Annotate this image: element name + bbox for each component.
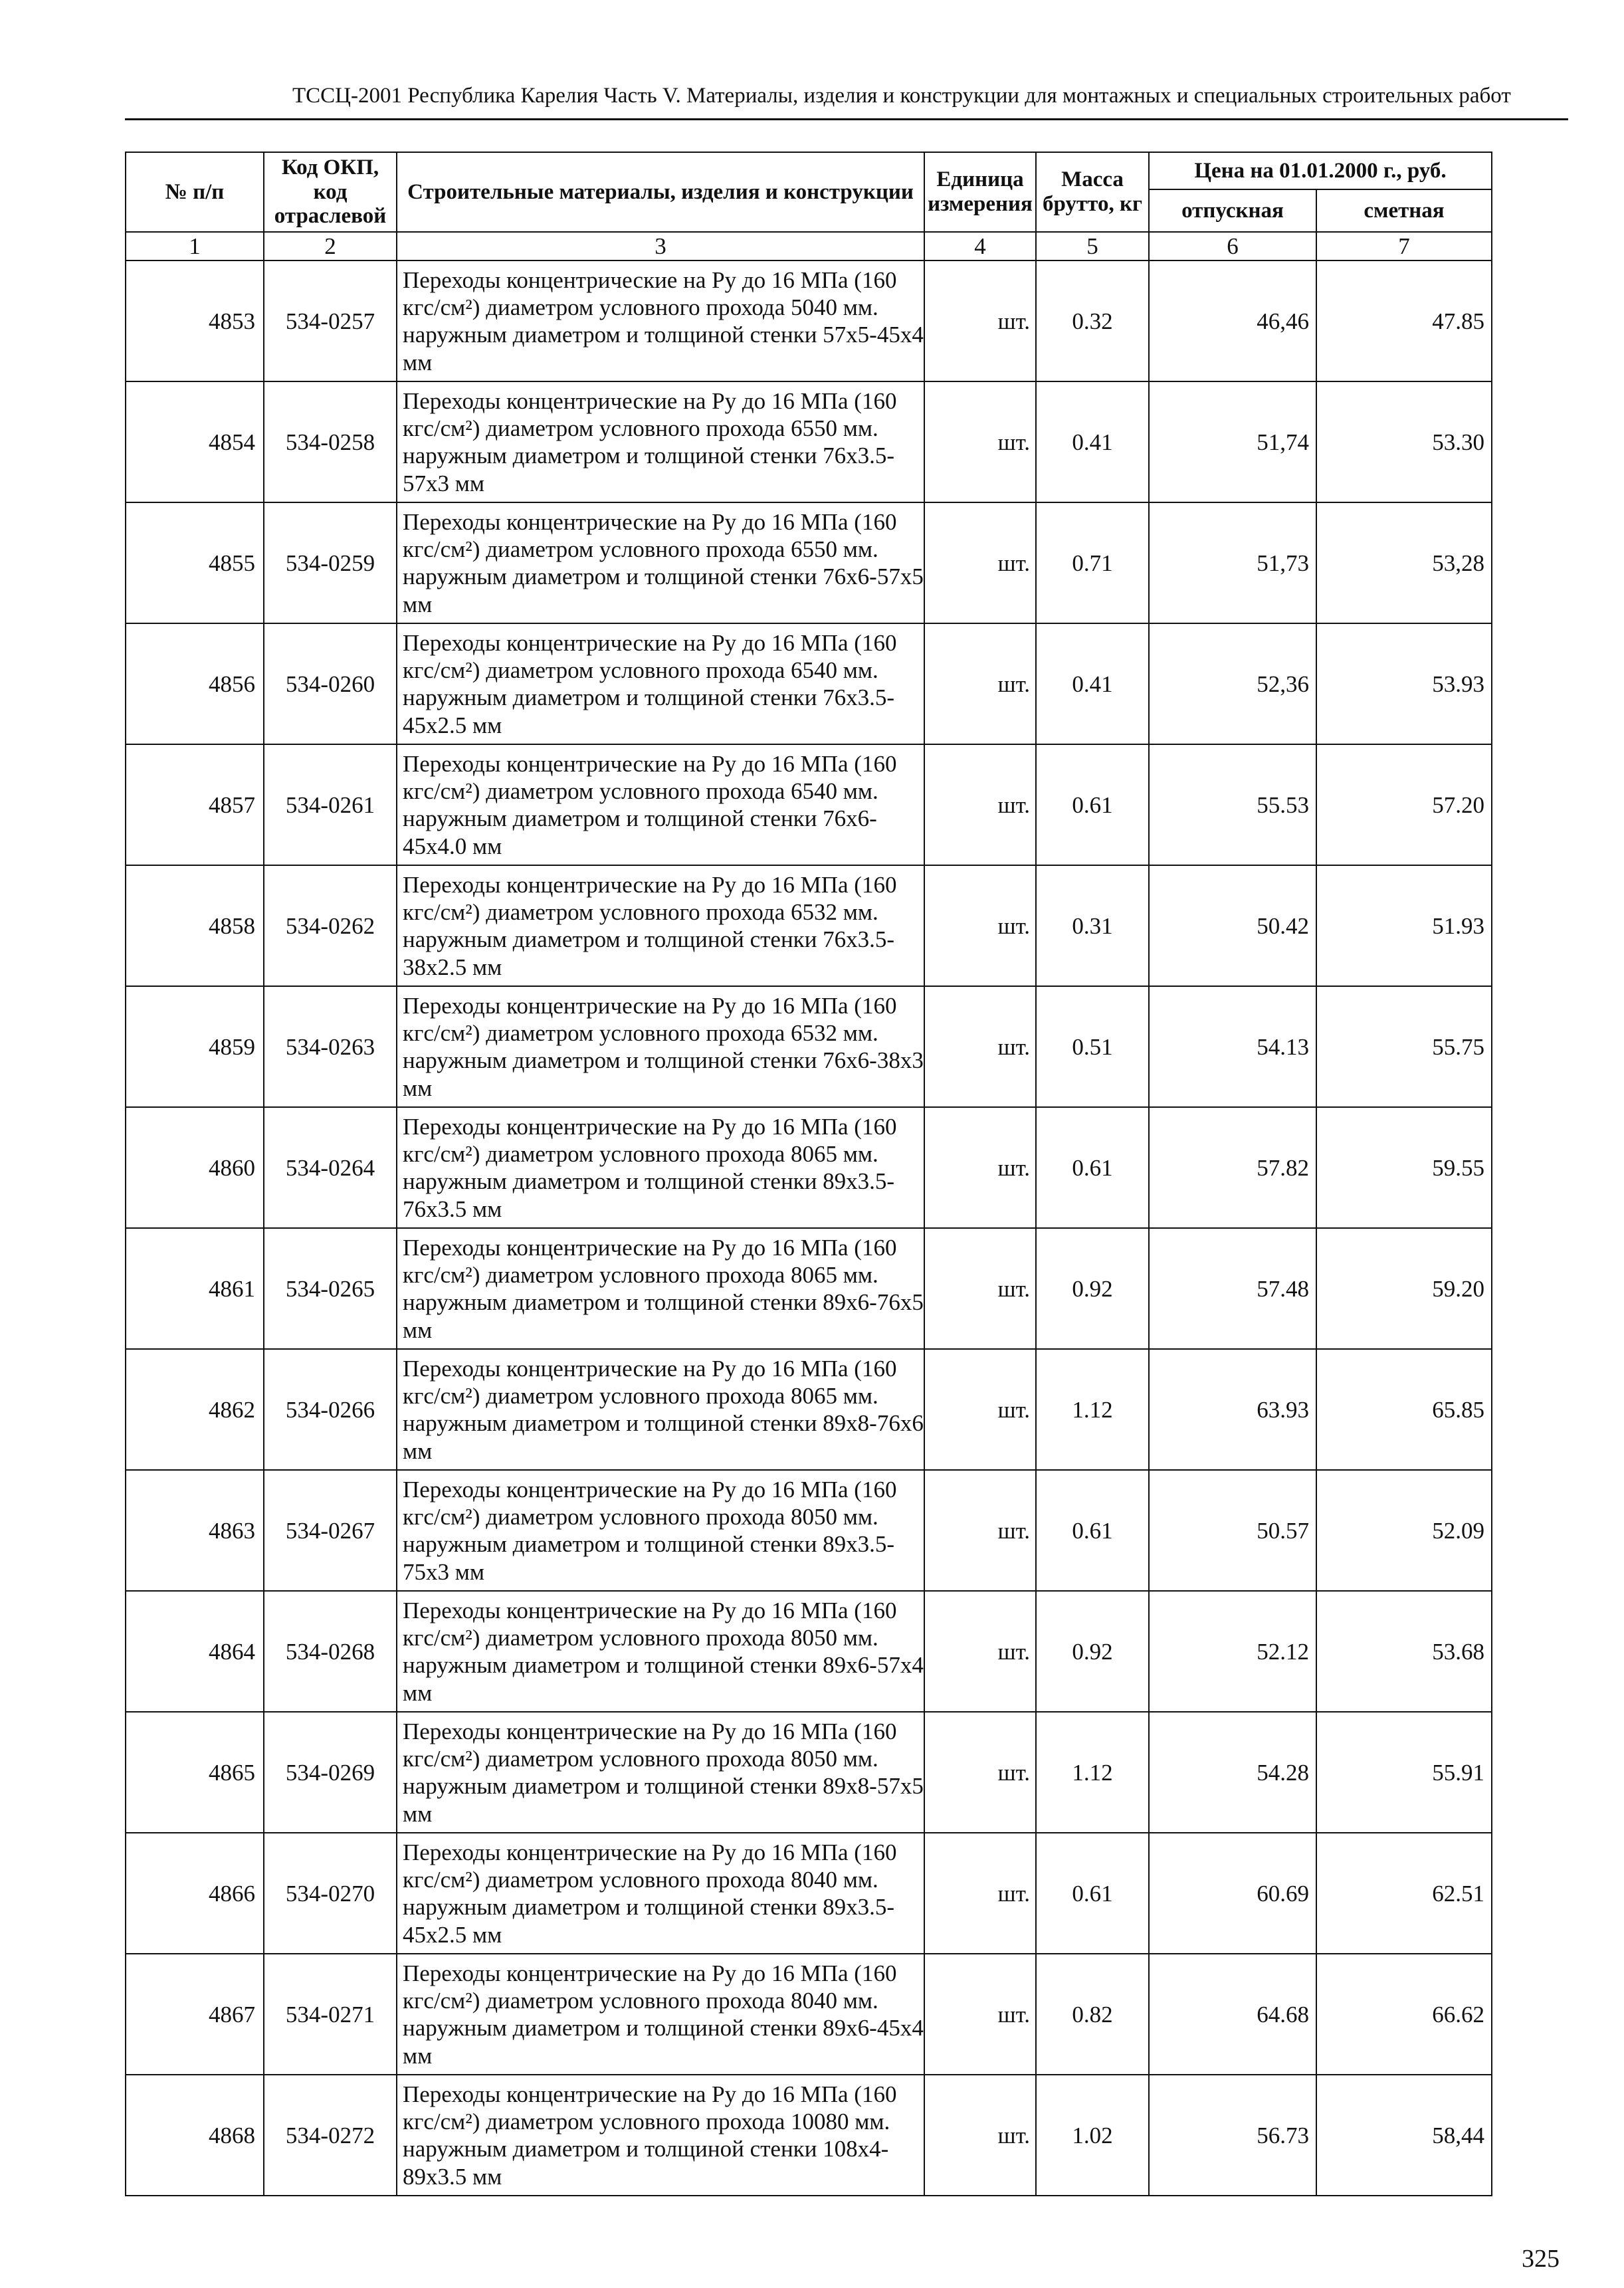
- cell-code: 534-0260: [264, 623, 397, 744]
- cell-desc: Переходы концентрические на Ру до 16 МПа (160 кгс/см²) диаметром условного прохода 6540 мм. наружным диаметром и толщиной стенки 76х6-45х4.0 мм: [397, 744, 924, 865]
- cell-desc: Переходы концентрические на Ру до 16 МПа (160 кгс/см²) диаметром условного прохода 8050 мм. наружным диаметром и толщиной стенки 89х6-57х4 мм: [397, 1591, 924, 1712]
- table-row: [126, 1591, 1492, 1712]
- cell-code: 534-0272: [264, 2075, 397, 2196]
- cell-desc: Переходы концентрические на Ру до 16 МПа (160 кгс/см²) диаметром условного прохода 6532 мм. наружным диаметром и толщиной стенки 76х3.5-38х2.5 мм: [397, 865, 924, 986]
- cell-unit: шт.: [924, 1591, 1036, 1712]
- cell-mass: 1.02: [1036, 2075, 1149, 2196]
- header-price-estimate: сметная: [1316, 189, 1492, 232]
- cell-num: 4867: [126, 1954, 264, 2075]
- table-row: [126, 1954, 1492, 2075]
- cell-code: 534-0259: [264, 502, 397, 623]
- cell-desc: Переходы концентрические на Ру до 16 МПа (160 кгс/см²) диаметром условного прохода 8040 мм. наружным диаметром и толщиной стенки 89х3.5-45х2.5 мм: [397, 1833, 924, 1954]
- column-index: 5: [1036, 232, 1149, 260]
- cell-unit: шт.: [924, 1833, 1036, 1954]
- cell-num: 4866: [126, 1833, 264, 1954]
- table-row: [126, 744, 1492, 865]
- cell-price-release: 54.13: [1149, 986, 1316, 1107]
- cell-mass: 0.61: [1036, 1107, 1149, 1228]
- column-index: 1: [126, 232, 264, 260]
- cell-code: 534-0267: [264, 1470, 397, 1591]
- cell-price-estimate: 53.93: [1316, 623, 1492, 744]
- cell-mass: 0.82: [1036, 1954, 1149, 2075]
- running-header: ТССЦ-2001 Республика Карелия Часть V. Материалы, изделия и конструкции для монтажных и специальных строительных работ: [292, 84, 1511, 108]
- cell-mass: 0.92: [1036, 1228, 1149, 1349]
- cell-num: 4862: [126, 1349, 264, 1470]
- cell-price-release: 52,36: [1149, 623, 1316, 744]
- cell-price-estimate: 65.85: [1316, 1349, 1492, 1470]
- cell-price-estimate: 55.91: [1316, 1712, 1492, 1833]
- column-index: 7: [1316, 232, 1492, 260]
- cell-code: 534-0263: [264, 986, 397, 1107]
- cell-code: 534-0271: [264, 1954, 397, 2075]
- cell-num: 4861: [126, 1228, 264, 1349]
- cell-num: 4864: [126, 1591, 264, 1712]
- cell-code: 534-0265: [264, 1228, 397, 1349]
- cell-price-estimate: 59.20: [1316, 1228, 1492, 1349]
- cell-num: 4863: [126, 1470, 264, 1591]
- cell-unit: шт.: [924, 865, 1036, 986]
- cell-code: 534-0257: [264, 260, 397, 381]
- cell-desc: Переходы концентрические на Ру до 16 МПа (160 кгс/см²) диаметром условного прохода 8050 мм. наружным диаметром и толщиной стенки 89х8-57х5 мм: [397, 1712, 924, 1833]
- cell-mass: 0.92: [1036, 1591, 1149, 1712]
- cell-num: 4857: [126, 744, 264, 865]
- cell-mass: 0.41: [1036, 623, 1149, 744]
- cell-price-release: 64.68: [1149, 1954, 1316, 2075]
- cell-code: 534-0266: [264, 1349, 397, 1470]
- header-num: № п/п: [126, 152, 264, 232]
- cell-desc: Переходы концентрические на Ру до 16 МПа (160 кгс/см²) диаметром условного прохода 8050 мм. наружным диаметром и толщиной стенки 89х3.5-75х3 мм: [397, 1470, 924, 1591]
- column-index: 4: [924, 232, 1036, 260]
- cell-unit: шт.: [924, 744, 1036, 865]
- cell-unit: шт.: [924, 623, 1036, 744]
- cell-unit: шт.: [924, 381, 1036, 502]
- table-row: [126, 986, 1492, 1107]
- column-index: 3: [397, 232, 924, 260]
- cell-code: 534-0262: [264, 865, 397, 986]
- cell-num: 4859: [126, 986, 264, 1107]
- table-row: [126, 623, 1492, 744]
- cell-unit: шт.: [924, 1107, 1036, 1228]
- cell-desc: Переходы концентрические на Ру до 16 МПа (160 кгс/см²) диаметром условного прохода 5040 мм. наружным диаметром и толщиной стенки 57х5-45х4 мм: [397, 260, 924, 381]
- column-index: 6: [1149, 232, 1316, 260]
- cell-unit: шт.: [924, 1470, 1036, 1591]
- cell-price-estimate: 47.85: [1316, 260, 1492, 381]
- cell-price-release: 63.93: [1149, 1349, 1316, 1470]
- cell-mass: 0.71: [1036, 502, 1149, 623]
- cell-mass: 0.32: [1036, 260, 1149, 381]
- cell-price-release: 60.69: [1149, 1833, 1316, 1954]
- column-index: 2: [264, 232, 397, 260]
- cell-code: 534-0261: [264, 744, 397, 865]
- cell-price-estimate: 55.75: [1316, 986, 1492, 1107]
- header-price-release: отпускная: [1149, 189, 1316, 232]
- cell-mass: 1.12: [1036, 1712, 1149, 1833]
- cell-num: 4855: [126, 502, 264, 623]
- cell-unit: шт.: [924, 2075, 1036, 2196]
- header-unit: Единица измерения: [924, 152, 1036, 232]
- header-mass: Масса брутто, кг: [1036, 152, 1149, 232]
- cell-mass: 0.61: [1036, 744, 1149, 865]
- cell-code: 534-0270: [264, 1833, 397, 1954]
- cell-price-estimate: 51.93: [1316, 865, 1492, 986]
- cell-mass: 0.61: [1036, 1833, 1149, 1954]
- cell-unit: шт.: [924, 502, 1036, 623]
- header-rule: [125, 118, 1568, 120]
- table-row: [126, 1228, 1492, 1349]
- cell-unit: шт.: [924, 1228, 1036, 1349]
- cell-unit: шт.: [924, 1349, 1036, 1470]
- cell-num: 4860: [126, 1107, 264, 1228]
- cell-desc: Переходы концентрические на Ру до 16 МПа (160 кгс/см²) диаметром условного прохода 8065 мм. наружным диаметром и толщиной стенки 89х3.5-76х3.5 мм: [397, 1107, 924, 1228]
- cell-desc: Переходы концентрические на Ру до 16 МПа (160 кгс/см²) диаметром условного прохода 6532 мм. наружным диаметром и толщиной стенки 76х6-38х3 мм: [397, 986, 924, 1107]
- cell-num: 4868: [126, 2075, 264, 2196]
- table-row: [126, 1712, 1492, 1833]
- cell-price-release: 54.28: [1149, 1712, 1316, 1833]
- cell-desc: Переходы концентрические на Ру до 16 МПа (160 кгс/см²) диаметром условного прохода 6550 мм. наружным диаметром и толщиной стенки 76х3.5-57х3 мм: [397, 381, 924, 502]
- cell-price-estimate: 57.20: [1316, 744, 1492, 865]
- cell-price-estimate: 52.09: [1316, 1470, 1492, 1591]
- cell-unit: шт.: [924, 986, 1036, 1107]
- cell-code: 534-0269: [264, 1712, 397, 1833]
- cell-price-release: 50.42: [1149, 865, 1316, 986]
- cell-price-release: 57.48: [1149, 1228, 1316, 1349]
- column-index-row: [126, 232, 1492, 260]
- cell-price-release: 50.57: [1149, 1470, 1316, 1591]
- cell-price-estimate: 59.55: [1316, 1107, 1492, 1228]
- cell-mass: 0.41: [1036, 381, 1149, 502]
- table-row: [126, 1470, 1492, 1591]
- table-row: [126, 502, 1492, 623]
- cell-desc: Переходы концентрические на Ру до 16 МПа (160 кгс/см²) диаметром условного прохода 6540 мм. наружным диаметром и толщиной стенки 76х3.5-45х2.5 мм: [397, 623, 924, 744]
- header-code: Код ОКП, код отраслевой: [264, 152, 397, 232]
- cell-mass: 1.12: [1036, 1349, 1149, 1470]
- page-number: 325: [1522, 2245, 1560, 2273]
- cell-price-release: 55.53: [1149, 744, 1316, 865]
- materials-table: [125, 152, 1492, 2196]
- cell-code: 534-0264: [264, 1107, 397, 1228]
- table-row: [126, 865, 1492, 986]
- cell-price-release: 46,46: [1149, 260, 1316, 381]
- cell-price-estimate: 62.51: [1316, 1833, 1492, 1954]
- cell-desc: Переходы концентрические на Ру до 16 МПа (160 кгс/см²) диаметром условного прохода 8065 мм. наружным диаметром и толщиной стенки 89х6-76х5 мм: [397, 1228, 924, 1349]
- cell-code: 534-0258: [264, 381, 397, 502]
- table-row: [126, 1833, 1492, 1954]
- header-desc: Строительные материалы, изделия и конструкции: [397, 152, 924, 232]
- cell-price-estimate: 66.62: [1316, 1954, 1492, 2075]
- cell-desc: Переходы концентрические на Ру до 16 МПа (160 кгс/см²) диаметром условного прохода 10080 мм. наружным диаметром и толщиной стенки 108х4-89х3.5 мм: [397, 2075, 924, 2196]
- table-row: [126, 260, 1492, 381]
- cell-num: 4856: [126, 623, 264, 744]
- cell-price-estimate: 58,44: [1316, 2075, 1492, 2196]
- cell-price-estimate: 53,28: [1316, 502, 1492, 623]
- cell-desc: Переходы концентрические на Ру до 16 МПа (160 кгс/см²) диаметром условного прохода 8065 мм. наружным диаметром и толщиной стенки 89х8-76х6 мм: [397, 1349, 924, 1470]
- cell-unit: шт.: [924, 1712, 1036, 1833]
- cell-mass: 0.51: [1036, 986, 1149, 1107]
- cell-num: 4853: [126, 260, 264, 381]
- cell-price-estimate: 53.30: [1316, 381, 1492, 502]
- cell-num: 4858: [126, 865, 264, 986]
- cell-price-release: 56.73: [1149, 2075, 1316, 2196]
- table-row: [126, 1349, 1492, 1470]
- header-price-group: Цена на 01.01.2000 г., руб.: [1149, 152, 1492, 189]
- cell-num: 4865: [126, 1712, 264, 1833]
- cell-price-release: 51,74: [1149, 381, 1316, 502]
- table-row: [126, 1107, 1492, 1228]
- cell-code: 534-0268: [264, 1591, 397, 1712]
- cell-mass: 0.31: [1036, 865, 1149, 986]
- cell-unit: шт.: [924, 260, 1036, 381]
- cell-desc: Переходы концентрические на Ру до 16 МПа (160 кгс/см²) диаметром условного прохода 8040 мм. наружным диаметром и толщиной стенки 89х6-45х4 мм: [397, 1954, 924, 2075]
- cell-mass: 0.61: [1036, 1470, 1149, 1591]
- cell-price-estimate: 53.68: [1316, 1591, 1492, 1712]
- table-row: [126, 381, 1492, 502]
- cell-price-release: 57.82: [1149, 1107, 1316, 1228]
- cell-desc: Переходы концентрические на Ру до 16 МПа (160 кгс/см²) диаметром условного прохода 6550 мм. наружным диаметром и толщиной стенки 76х6-57х5 мм: [397, 502, 924, 623]
- table-row: [126, 2075, 1492, 2196]
- cell-price-release: 51,73: [1149, 502, 1316, 623]
- cell-num: 4854: [126, 381, 264, 502]
- cell-unit: шт.: [924, 1954, 1036, 2075]
- cell-price-release: 52.12: [1149, 1591, 1316, 1712]
